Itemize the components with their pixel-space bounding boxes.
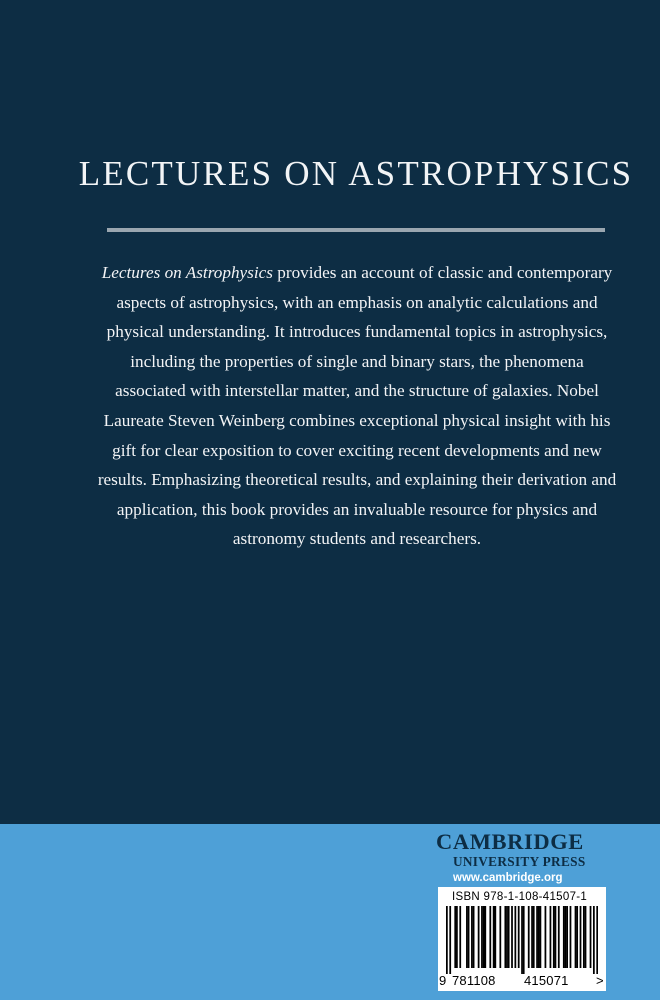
barcode-bar bbox=[565, 906, 567, 968]
publisher-logo bbox=[436, 830, 616, 886]
barcode-bar bbox=[481, 906, 483, 968]
barcode-bar bbox=[468, 906, 470, 968]
barcode-bar bbox=[508, 906, 510, 968]
publisher-name: CAMBRIDGE bbox=[436, 829, 584, 854]
barcode-bar bbox=[538, 906, 540, 968]
publisher-subtitle: UNIVERSITY PRESS bbox=[453, 854, 586, 869]
barcode-bar bbox=[449, 906, 451, 974]
barcode-digit-lead: 9 bbox=[439, 973, 447, 988]
publisher-url: www.cambridge.org bbox=[453, 872, 563, 884]
barcode-bar bbox=[494, 906, 496, 968]
barcode-bar bbox=[593, 906, 595, 974]
barcode-bar bbox=[553, 906, 555, 968]
barcode-bar bbox=[558, 906, 560, 968]
barcode-block bbox=[438, 887, 606, 991]
barcode-bar bbox=[531, 906, 533, 968]
barcode-bar bbox=[523, 906, 525, 974]
book-description bbox=[97, 258, 617, 554]
barcode-bar bbox=[570, 906, 572, 968]
barcode-bar bbox=[540, 906, 542, 968]
barcode-bar bbox=[528, 906, 530, 968]
barcode-bar bbox=[596, 906, 598, 974]
barcode-bar bbox=[590, 906, 592, 968]
barcode-bar bbox=[550, 906, 552, 968]
barcode-bar bbox=[484, 906, 486, 968]
barcode-digits-right: 415071 bbox=[524, 973, 569, 988]
barcode-bar bbox=[499, 906, 501, 968]
barcode-bar bbox=[518, 906, 520, 968]
barcode-bar bbox=[473, 906, 475, 968]
barcode-bar bbox=[576, 906, 578, 968]
barcode-bar bbox=[583, 906, 585, 968]
barcode-bar bbox=[566, 906, 568, 968]
barcode-bar bbox=[493, 906, 495, 968]
barcode-quiet-mark: > bbox=[596, 973, 604, 988]
barcode-bar bbox=[459, 906, 461, 968]
barcode-bar bbox=[580, 906, 582, 968]
barcode-bar bbox=[504, 906, 506, 968]
barcode-bar bbox=[585, 906, 587, 968]
barcode-bar bbox=[575, 906, 577, 968]
barcode-bar bbox=[466, 906, 468, 968]
barcode-bar bbox=[489, 906, 491, 968]
isbn-label: ISBN 978-1-108-41507-1 bbox=[452, 891, 588, 903]
barcode-bar bbox=[555, 906, 557, 968]
barcode-bar bbox=[506, 906, 508, 968]
title-divider bbox=[107, 228, 605, 232]
barcode-bar bbox=[454, 906, 456, 968]
barcode-bar bbox=[536, 906, 538, 968]
barcode-digits-left: 781108 bbox=[452, 973, 496, 988]
barcode-bar bbox=[563, 906, 565, 968]
barcode-bar bbox=[545, 906, 547, 968]
barcode-bar bbox=[478, 906, 480, 968]
barcode-bar bbox=[483, 906, 485, 968]
barcode-bar bbox=[456, 906, 458, 968]
description-book-title: Lectures on Astrophysics bbox=[101, 263, 273, 282]
barcode-bar bbox=[446, 906, 448, 974]
description-text: provides an account of classic and contemporary aspects of astrophysics, with an emphasis on analytic calculations and physical understanding. It introduces fundamental topics in astrophysics, including the properties of single and binary stars, the phenomena associated with interstellar matter, and the structure of galaxies. Nobel Laureate Steven Weinberg combines exceptional physical insight with his gift for clear exposition to cover exciting recent developments and new results. Emphasizing theoretical results, and explaining their derivation and application, this book provides an invaluable resource for physics and astronomy students and researchers. bbox=[97, 263, 617, 549]
barcode-bar bbox=[471, 906, 473, 968]
barcode-icon bbox=[446, 906, 598, 974]
barcode-bar bbox=[533, 906, 535, 968]
barcode-bar bbox=[514, 906, 516, 968]
barcode-bar bbox=[511, 906, 513, 968]
book-title: LECTURES ON ASTROPHYSICS bbox=[78, 154, 634, 193]
barcode-bar bbox=[521, 906, 523, 974]
